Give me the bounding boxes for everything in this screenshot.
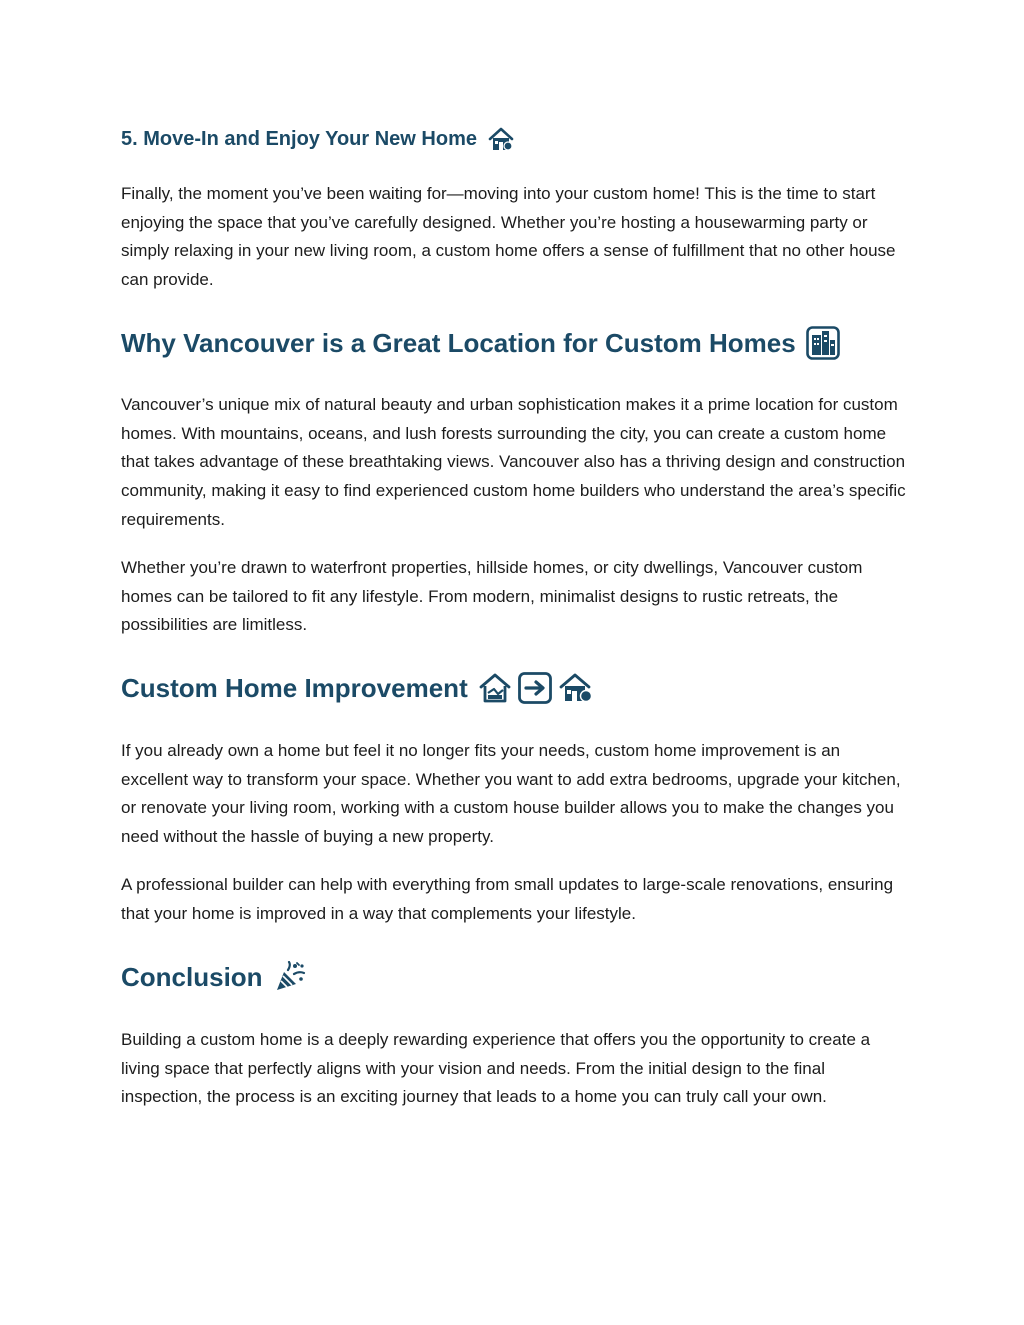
conclusion-heading-text: Conclusion xyxy=(121,962,263,992)
improvement-paragraph-2: A professional builder can help with everything from small updates to large-scale renovations, ensuring that your home is improved in a way that complements your lifestyle. xyxy=(121,875,894,923)
vancouver-paragraph-1: Vancouver’s unique mix of natural beauty and urban sophistication makes it a prime location for custom homes. With mountains, oceans, and lush forests surrounding the city, you can create a custom home that takes advantage of these breathtaking views. Vancouver also has a thriving design and construction community, making it easy to find experienced custom home builders who understand the area’s specific requirements. xyxy=(121,395,906,529)
cityscape-icon xyxy=(806,326,840,360)
vancouver-paragraph-2: Whether you’re drawn to waterfront properties, hillside homes, or city dwellings, Vancouver custom homes can be tailored to fit any lifestyle. From modern, minimalist designs to rustic retreats, the possibilities are limitless. xyxy=(121,558,863,635)
improvement-heading-text: Custom Home Improvement xyxy=(121,673,468,703)
step-5-paragraph: Finally, the moment you’ve been waiting for—moving into your custom home! This is the time to start enjoying the space that you’ve carefully designed. Whether you’re hosting a housewarming party or simply relaxing in your new living room, a custom home offers a sense of fulfillment that no other house can provide. xyxy=(121,184,896,290)
house-with-garden-icon xyxy=(558,672,594,704)
vancouver-heading-text: Why Vancouver is a Great Location for Custom Homes xyxy=(121,328,796,358)
step-5-heading xyxy=(121,126,515,152)
right-arrow-icon xyxy=(518,672,552,704)
conclusion-heading xyxy=(121,961,307,993)
step-5-heading-text: 5. Move-In and Enjoy Your New Home xyxy=(121,128,477,150)
conclusion-paragraph: Building a custom home is a deeply rewarding experience that offers you the opportunity to create a living space that perfectly aligns with your vision and needs. From the initial design to the final inspection, the process is an exciting journey that leads to a home you can truly call your own. xyxy=(121,1030,871,1107)
vancouver-heading xyxy=(121,326,840,360)
improvement-heading xyxy=(121,672,594,704)
derelict-house-icon xyxy=(478,672,512,704)
party-popper-icon xyxy=(273,961,307,993)
improvement-paragraph-1: If you already own a home but feel it no longer fits your needs, custom home improvement is an excellent way to transform your space. Whether you want to add extra bedrooms, upgrade your kitchen, or renovate your living room, working with a custom house builder allows you to make the changes you need without the hassle of buying a new property. xyxy=(121,741,901,847)
house-with-garden-icon xyxy=(487,126,515,152)
